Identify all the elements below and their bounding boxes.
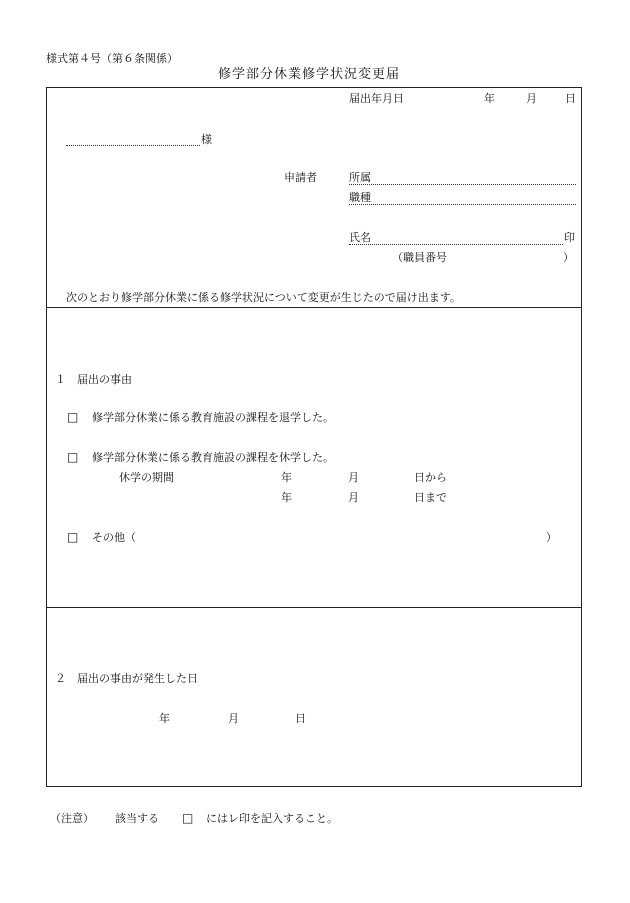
note-label: （注意） [50,812,94,825]
reason-heading: １ 届出の事由 [55,373,132,386]
leave-from-month: 月 [348,471,359,484]
other-label: その他（ [92,531,136,544]
name-field[interactable] [349,244,563,245]
seal-mark: 印 [564,231,575,244]
other-close: ） [546,531,557,544]
job-type-field[interactable] [349,204,576,205]
note-checkbox-symbol: □ [182,811,194,825]
form-title: 修学部分休業修学状況変更届 [218,67,401,82]
leave-from-year: 年 [281,471,292,484]
form-number: 様式第４号（第６条関係） [46,52,178,65]
affiliation-label: 所属 [349,171,371,184]
statement-text: 次のとおり修学部分休業に係る修学状況について変更が生じたので届け出ます。 [66,291,461,304]
occurrence-month: 月 [228,712,239,725]
affiliation-field[interactable] [349,184,576,185]
leave-period-label: 休学の期間 [119,471,174,484]
date-day: 日 [565,92,576,105]
leave-to-day: 日まで [414,491,447,504]
leave-from-day: 日から [414,471,447,484]
option-withdraw-label: 修学部分休業に係る教育施設の課程を退学した。 [92,411,334,424]
checkbox-withdraw[interactable]: □ [67,410,79,424]
note-text-before: 該当する [115,812,159,825]
leave-to-year: 年 [281,491,292,504]
section-divider-2 [46,607,582,608]
occurrence-year: 年 [159,712,170,725]
applicant-label: 申請者 [284,171,317,184]
date-label: 届出年月日 [349,92,404,105]
date-year: 年 [484,92,495,105]
name-label: 氏名 [349,231,371,244]
staff-number-open: （職員番号 [392,251,447,264]
occurrence-heading: ２ 届出の事由が発生した日 [55,672,198,685]
staff-number-close: ） [563,251,574,264]
option-leave-label: 修学部分休業に係る教育施設の課程を休学した。 [92,451,334,464]
date-month: 月 [526,92,537,105]
checkbox-other[interactable]: □ [67,530,79,544]
job-type-label: 職種 [349,191,371,204]
leave-to-month: 月 [348,491,359,504]
addressee-suffix: 様 [201,133,212,146]
section-divider-1 [46,307,582,308]
note-text-after: にはレ印を記入すること。 [206,812,338,825]
occurrence-day: 日 [295,712,306,725]
addressee-field[interactable] [66,145,200,146]
checkbox-leave[interactable]: □ [67,450,79,464]
